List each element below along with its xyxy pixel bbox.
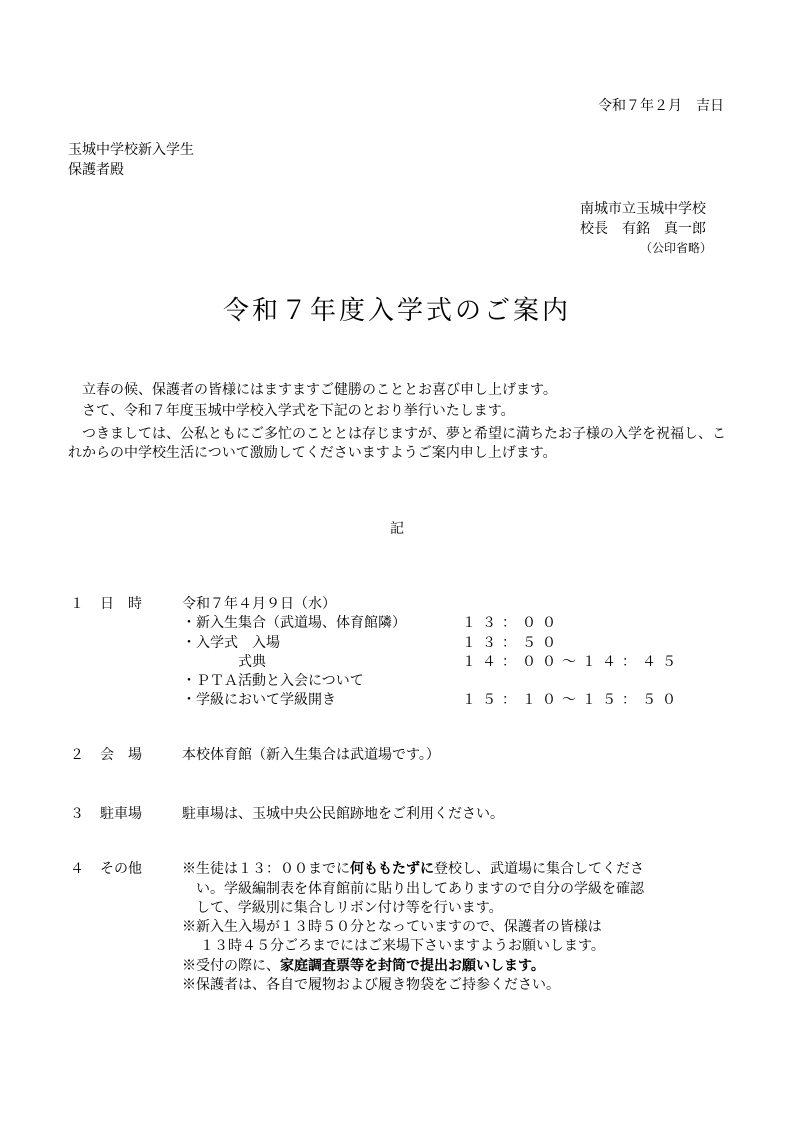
note-4: ※保護者は、各自で履物および履き物袋をご持参ください。 [182, 977, 560, 993]
sender-principal: 校長 有銘 真一郎 [580, 221, 706, 237]
item-1-date: 令和７年４月９日（水） [182, 596, 336, 612]
note-1-line-3: して、学級別に集合しリボン付け等を行います。 [196, 900, 503, 916]
schedule-time: １３：００ [462, 615, 562, 631]
item-4-number: ４ [70, 861, 84, 877]
item-3-number: ３ [70, 806, 84, 822]
schedule-desc: 式典 [238, 654, 266, 670]
schedule-time: １４：００～１４：４５ [462, 654, 682, 670]
item-3-label: 駐車場 [100, 806, 142, 822]
item-1-number: １ [70, 596, 84, 612]
note-1-line-1 [182, 859, 644, 879]
note-2-line-2: １３時４５分ごろまでにはご来場下さいますようお願いします。 [200, 938, 605, 954]
note-3-pre: ※受付の際に、 [182, 958, 280, 974]
schedule-desc: ・学級において学級開き [182, 692, 336, 708]
item-4-label: その他 [100, 861, 142, 877]
body-paragraph-3: つきましては、公私ともにご多忙のこととは存じますが、夢と希望に満ちたお子様の入学を祝福し、これからの中学校生活について激励してくださいますようご案内申し上げます。 [68, 426, 726, 461]
schedule-time: １５：１０～１５：５０ [462, 692, 682, 708]
body-paragraph-1: 立春の候、保護者の皆様にはますますご健勝のこととお喜び申し上げます。 [82, 382, 557, 398]
body-paragraph-2: さて、令和７年度玉城中学校入学式を下記のとおり挙行いたします。 [82, 403, 515, 419]
schedule-desc: ・新入生集合（武道場、体育館隣） [182, 615, 406, 631]
item-2-text: 本校体育館（新入生集合は武道場です。） [182, 747, 440, 763]
recipient-line-2: 保護者殿 [68, 162, 124, 178]
note-1-line-2: い。学級編制表を体育館前に貼り出してありますので自分の学級を確認 [196, 881, 644, 897]
schedule-time: １３：５０ [462, 635, 562, 651]
note-1-emphasis: 何ももたずに [350, 861, 434, 877]
note-1-post: 登校し、武道場に集合してくださ [434, 861, 644, 877]
document-title: 令和７年度入学式のご案内 [222, 296, 571, 326]
note-3 [182, 956, 545, 976]
ki-heading: 記 [390, 521, 404, 537]
seal-omitted-note: （公印省略） [640, 241, 713, 255]
schedule-desc: ・ＰＴＡ活動と入会について [182, 673, 364, 689]
recipient-line-1: 玉城中学校新入学生 [68, 142, 194, 158]
item-3-text: 駐車場は、玉城中央公民館跡地をご利用ください。 [182, 806, 504, 822]
issue-date: 令和７年２月 吉日 [598, 98, 724, 114]
schedule-desc: ・入学式 入場 [182, 635, 280, 651]
sender-school: 南城市立玉城中学校 [580, 201, 706, 217]
item-1-label: 日 時 [100, 596, 142, 612]
note-2-line-1: ※新入生入場が１３時５０分となっていますので、保護者の皆様は [182, 919, 602, 935]
item-2-number: ２ [70, 747, 84, 763]
item-2-label: 会 場 [100, 747, 142, 763]
note-3-emphasis: 家庭調査票等を封筒で提出お願いします。 [280, 958, 545, 974]
note-1-pre: ※生徒は１３：００までに [182, 861, 350, 877]
